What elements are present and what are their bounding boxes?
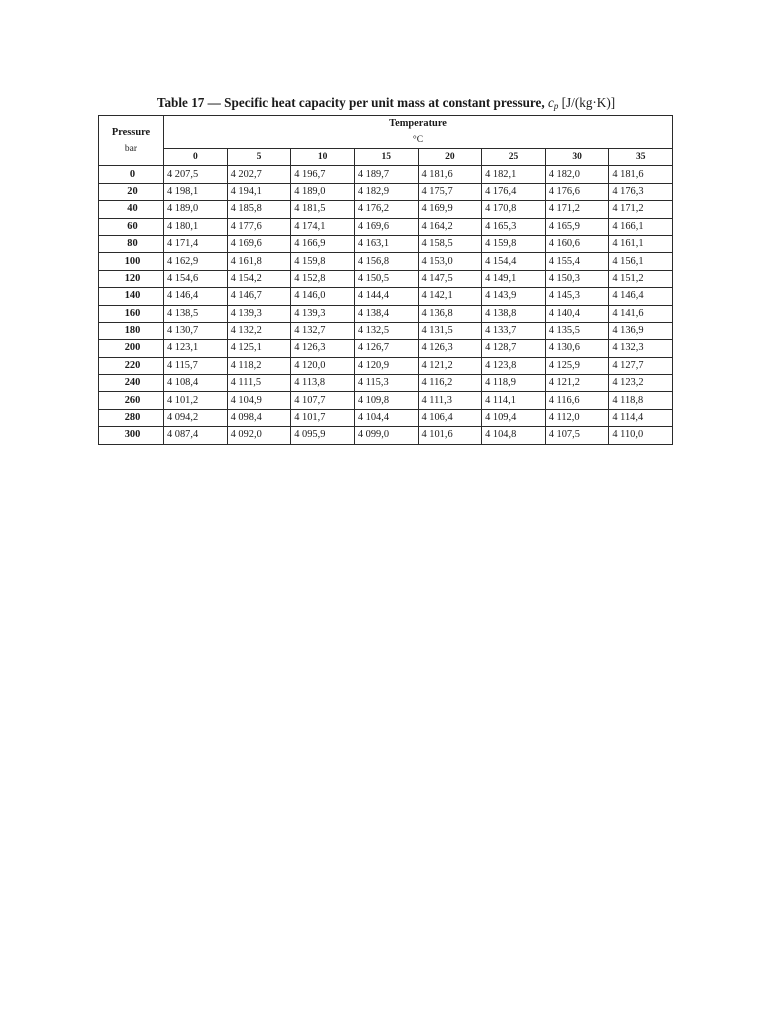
pressure-cell: 80 (99, 235, 164, 252)
pressure-cell: 120 (99, 270, 164, 287)
value-cell: 4 101,6 (418, 427, 482, 444)
value-cell: 4 152,8 (291, 270, 355, 287)
value-cell: 4 145,3 (545, 288, 609, 305)
pressure-cell: 220 (99, 357, 164, 374)
value-cell: 4 109,8 (354, 392, 418, 409)
caption-symbol: $c_p$ (547, 95, 559, 111)
value-cell: 4 136,8 (418, 305, 482, 322)
value-cell: 4 189,0 (291, 183, 355, 200)
pressure-cell: 280 (99, 409, 164, 426)
pressure-cell: 300 (99, 427, 164, 444)
value-cell: 4 170,8 (482, 201, 546, 218)
value-cell: 4 101,7 (291, 409, 355, 426)
pressure-cell: 240 (99, 375, 164, 392)
value-cell: 4 150,3 (545, 270, 609, 287)
value-cell: 4 166,9 (291, 235, 355, 252)
temperature-header-label: Temperature (389, 118, 447, 129)
value-cell: 4 155,4 (545, 253, 609, 270)
table-row (99, 218, 673, 235)
value-cell: 4 094,2 (164, 409, 228, 426)
table-row (99, 392, 673, 409)
value-cell: 4 147,5 (418, 270, 482, 287)
value-cell: 4 202,7 (227, 166, 291, 183)
value-cell: 4 118,9 (482, 375, 546, 392)
value-cell: 4 108,4 (164, 375, 228, 392)
value-cell: 4 146,4 (609, 288, 673, 305)
value-cell: 4 185,8 (227, 201, 291, 218)
value-cell: 4 104,8 (482, 427, 546, 444)
value-cell: 4 139,3 (291, 305, 355, 322)
value-cell: 4 176,3 (609, 183, 673, 200)
value-cell: 4 114,4 (609, 409, 673, 426)
table-row (99, 235, 673, 252)
value-cell: 4 166,1 (609, 218, 673, 235)
value-cell: 4 098,4 (227, 409, 291, 426)
value-cell: 4 177,6 (227, 218, 291, 235)
value-cell: 4 095,9 (291, 427, 355, 444)
value-cell: 4 113,8 (291, 375, 355, 392)
value-cell: 4 116,6 (545, 392, 609, 409)
value-cell: 4 133,7 (482, 322, 546, 339)
value-cell: 4 198,1 (164, 183, 228, 200)
value-cell: 4 176,2 (354, 201, 418, 218)
value-cell: 4 149,1 (482, 270, 546, 287)
value-cell: 4 104,4 (354, 409, 418, 426)
value-cell: 4 107,7 (291, 392, 355, 409)
value-cell: 4 132,2 (227, 322, 291, 339)
value-cell: 4 207,5 (164, 166, 228, 183)
value-cell: 4 171,4 (164, 235, 228, 252)
value-cell: 4 110,0 (609, 427, 673, 444)
table-row (99, 305, 673, 322)
value-cell: 4 123,8 (482, 357, 546, 374)
temperature-group-header (164, 116, 673, 149)
value-cell: 4 180,1 (164, 218, 228, 235)
caption-title: Table 17 — Specific heat capacity per unit mass at constant pressure, (156, 95, 545, 110)
temperature-column-header: 30 (545, 149, 609, 166)
value-cell: 4 130,6 (545, 340, 609, 357)
value-cell: 4 116,2 (418, 375, 482, 392)
value-cell: 4 182,0 (545, 166, 609, 183)
table-row (99, 409, 673, 426)
temperature-column-header: 25 (482, 149, 546, 166)
table-body (99, 166, 673, 444)
temperature-column-header: 20 (418, 149, 482, 166)
pressure-cell: 180 (99, 322, 164, 339)
table-row (99, 253, 673, 270)
temperature-column-header: 35 (609, 149, 673, 166)
value-cell: 4 111,3 (418, 392, 482, 409)
value-cell: 4 160,6 (545, 235, 609, 252)
pressure-cell: 60 (99, 218, 164, 235)
value-cell: 4 146,4 (164, 288, 228, 305)
value-cell: 4 126,3 (418, 340, 482, 357)
value-cell: 4 130,7 (164, 322, 228, 339)
value-cell: 4 196,7 (291, 166, 355, 183)
caption-unit: [J/(kg·K)] (561, 95, 616, 110)
value-cell: 4 154,4 (482, 253, 546, 270)
value-cell: 4 140,4 (545, 305, 609, 322)
value-cell: 4 165,3 (482, 218, 546, 235)
table-row (99, 427, 673, 444)
value-cell: 4 146,0 (291, 288, 355, 305)
table-row (99, 166, 673, 183)
value-cell: 4 128,7 (482, 340, 546, 357)
value-cell: 4 123,2 (609, 375, 673, 392)
table-caption (98, 94, 674, 115)
value-cell: 4 087,4 (164, 427, 228, 444)
value-cell: 4 132,5 (354, 322, 418, 339)
value-cell: 4 169,9 (418, 201, 482, 218)
value-cell: 4 161,1 (609, 235, 673, 252)
value-cell: 4 194,1 (227, 183, 291, 200)
value-cell: 4 142,1 (418, 288, 482, 305)
value-cell: 4 181,5 (291, 201, 355, 218)
value-cell: 4 135,5 (545, 322, 609, 339)
value-cell: 4 158,5 (418, 235, 482, 252)
value-cell: 4 112,0 (545, 409, 609, 426)
value-cell: 4 150,5 (354, 270, 418, 287)
pressure-cell: 260 (99, 392, 164, 409)
table-row (99, 340, 673, 357)
value-cell: 4 161,8 (227, 253, 291, 270)
heat-capacity-table (98, 115, 673, 445)
value-cell: 4 154,2 (227, 270, 291, 287)
value-cell: 4 181,6 (609, 166, 673, 183)
value-cell: 4 182,1 (482, 166, 546, 183)
value-cell: 4 118,8 (609, 392, 673, 409)
value-cell: 4 182,9 (354, 183, 418, 200)
value-cell: 4 138,5 (164, 305, 228, 322)
value-cell: 4 165,9 (545, 218, 609, 235)
value-cell: 4 106,4 (418, 409, 482, 426)
value-cell: 4 175,7 (418, 183, 482, 200)
header-row (99, 116, 673, 149)
temperature-column-header: 0 (164, 149, 228, 166)
value-cell: 4 123,1 (164, 340, 228, 357)
value-cell: 4 176,4 (482, 183, 546, 200)
value-cell: 4 104,9 (227, 392, 291, 409)
value-cell: 4 163,1 (354, 235, 418, 252)
value-cell: 4 189,7 (354, 166, 418, 183)
value-cell: 4 144,4 (354, 288, 418, 305)
table-row (99, 270, 673, 287)
value-cell: 4 115,3 (354, 375, 418, 392)
value-cell: 4 176,6 (545, 183, 609, 200)
temperature-column-header: 5 (227, 149, 291, 166)
table-row (99, 288, 673, 305)
pressure-cell: 40 (99, 201, 164, 218)
value-cell: 4 127,7 (609, 357, 673, 374)
value-cell: 4 101,2 (164, 392, 228, 409)
value-cell: 4 120,9 (354, 357, 418, 374)
table-row (99, 375, 673, 392)
table-row (99, 183, 673, 200)
value-cell: 4 092,0 (227, 427, 291, 444)
pressure-column-header (99, 116, 164, 166)
value-cell: 4 125,9 (545, 357, 609, 374)
value-cell: 4 099,0 (354, 427, 418, 444)
pressure-cell: 20 (99, 183, 164, 200)
value-cell: 4 171,2 (609, 201, 673, 218)
value-cell: 4 174,1 (291, 218, 355, 235)
pressure-cell: 160 (99, 305, 164, 322)
value-cell: 4 154,6 (164, 270, 228, 287)
temperature-column-header: 10 (291, 149, 355, 166)
value-cell: 4 126,3 (291, 340, 355, 357)
pressure-cell: 0 (99, 166, 164, 183)
value-cell: 4 153,0 (418, 253, 482, 270)
temperature-column-header: 15 (354, 149, 418, 166)
temperature-values-row (99, 149, 673, 166)
value-cell: 4 120,0 (291, 357, 355, 374)
value-cell: 4 109,4 (482, 409, 546, 426)
value-cell: 4 171,2 (545, 201, 609, 218)
value-cell: 4 114,1 (482, 392, 546, 409)
value-cell: 4 156,1 (609, 253, 673, 270)
value-cell: 4 141,6 (609, 305, 673, 322)
pressure-cell: 100 (99, 253, 164, 270)
value-cell: 4 162,9 (164, 253, 228, 270)
value-cell: 4 181,6 (418, 166, 482, 183)
value-cell: 4 131,5 (418, 322, 482, 339)
pressure-cell: 140 (99, 288, 164, 305)
value-cell: 4 121,2 (418, 357, 482, 374)
table-row (99, 322, 673, 339)
value-cell: 4 146,7 (227, 288, 291, 305)
value-cell: 4 121,2 (545, 375, 609, 392)
value-cell: 4 107,5 (545, 427, 609, 444)
pressure-header-label: Pressure (111, 126, 151, 138)
value-cell: 4 136,9 (609, 322, 673, 339)
table-row (99, 357, 673, 374)
value-cell: 4 159,8 (482, 235, 546, 252)
value-cell: 4 125,1 (227, 340, 291, 357)
value-cell: 4 138,8 (482, 305, 546, 322)
value-cell: 4 151,2 (609, 270, 673, 287)
value-cell: 4 164,2 (418, 218, 482, 235)
value-cell: 4 189,0 (164, 201, 228, 218)
value-cell: 4 115,7 (164, 357, 228, 374)
value-cell: 4 159,8 (291, 253, 355, 270)
value-cell: 4 118,2 (227, 357, 291, 374)
value-cell: 4 111,5 (227, 375, 291, 392)
pressure-cell: 200 (99, 340, 164, 357)
value-cell: 4 169,6 (227, 235, 291, 252)
value-cell: 4 156,8 (354, 253, 418, 270)
value-cell: 4 126,7 (354, 340, 418, 357)
pressure-unit-label: bar (124, 143, 138, 154)
table-row (99, 201, 673, 218)
value-cell: 4 139,3 (227, 305, 291, 322)
value-cell: 4 132,3 (609, 340, 673, 357)
temperature-unit-label: °C (412, 135, 424, 145)
value-cell: 4 132,7 (291, 322, 355, 339)
value-cell: 4 143,9 (482, 288, 546, 305)
value-cell: 4 138,4 (354, 305, 418, 322)
value-cell: 4 169,6 (354, 218, 418, 235)
